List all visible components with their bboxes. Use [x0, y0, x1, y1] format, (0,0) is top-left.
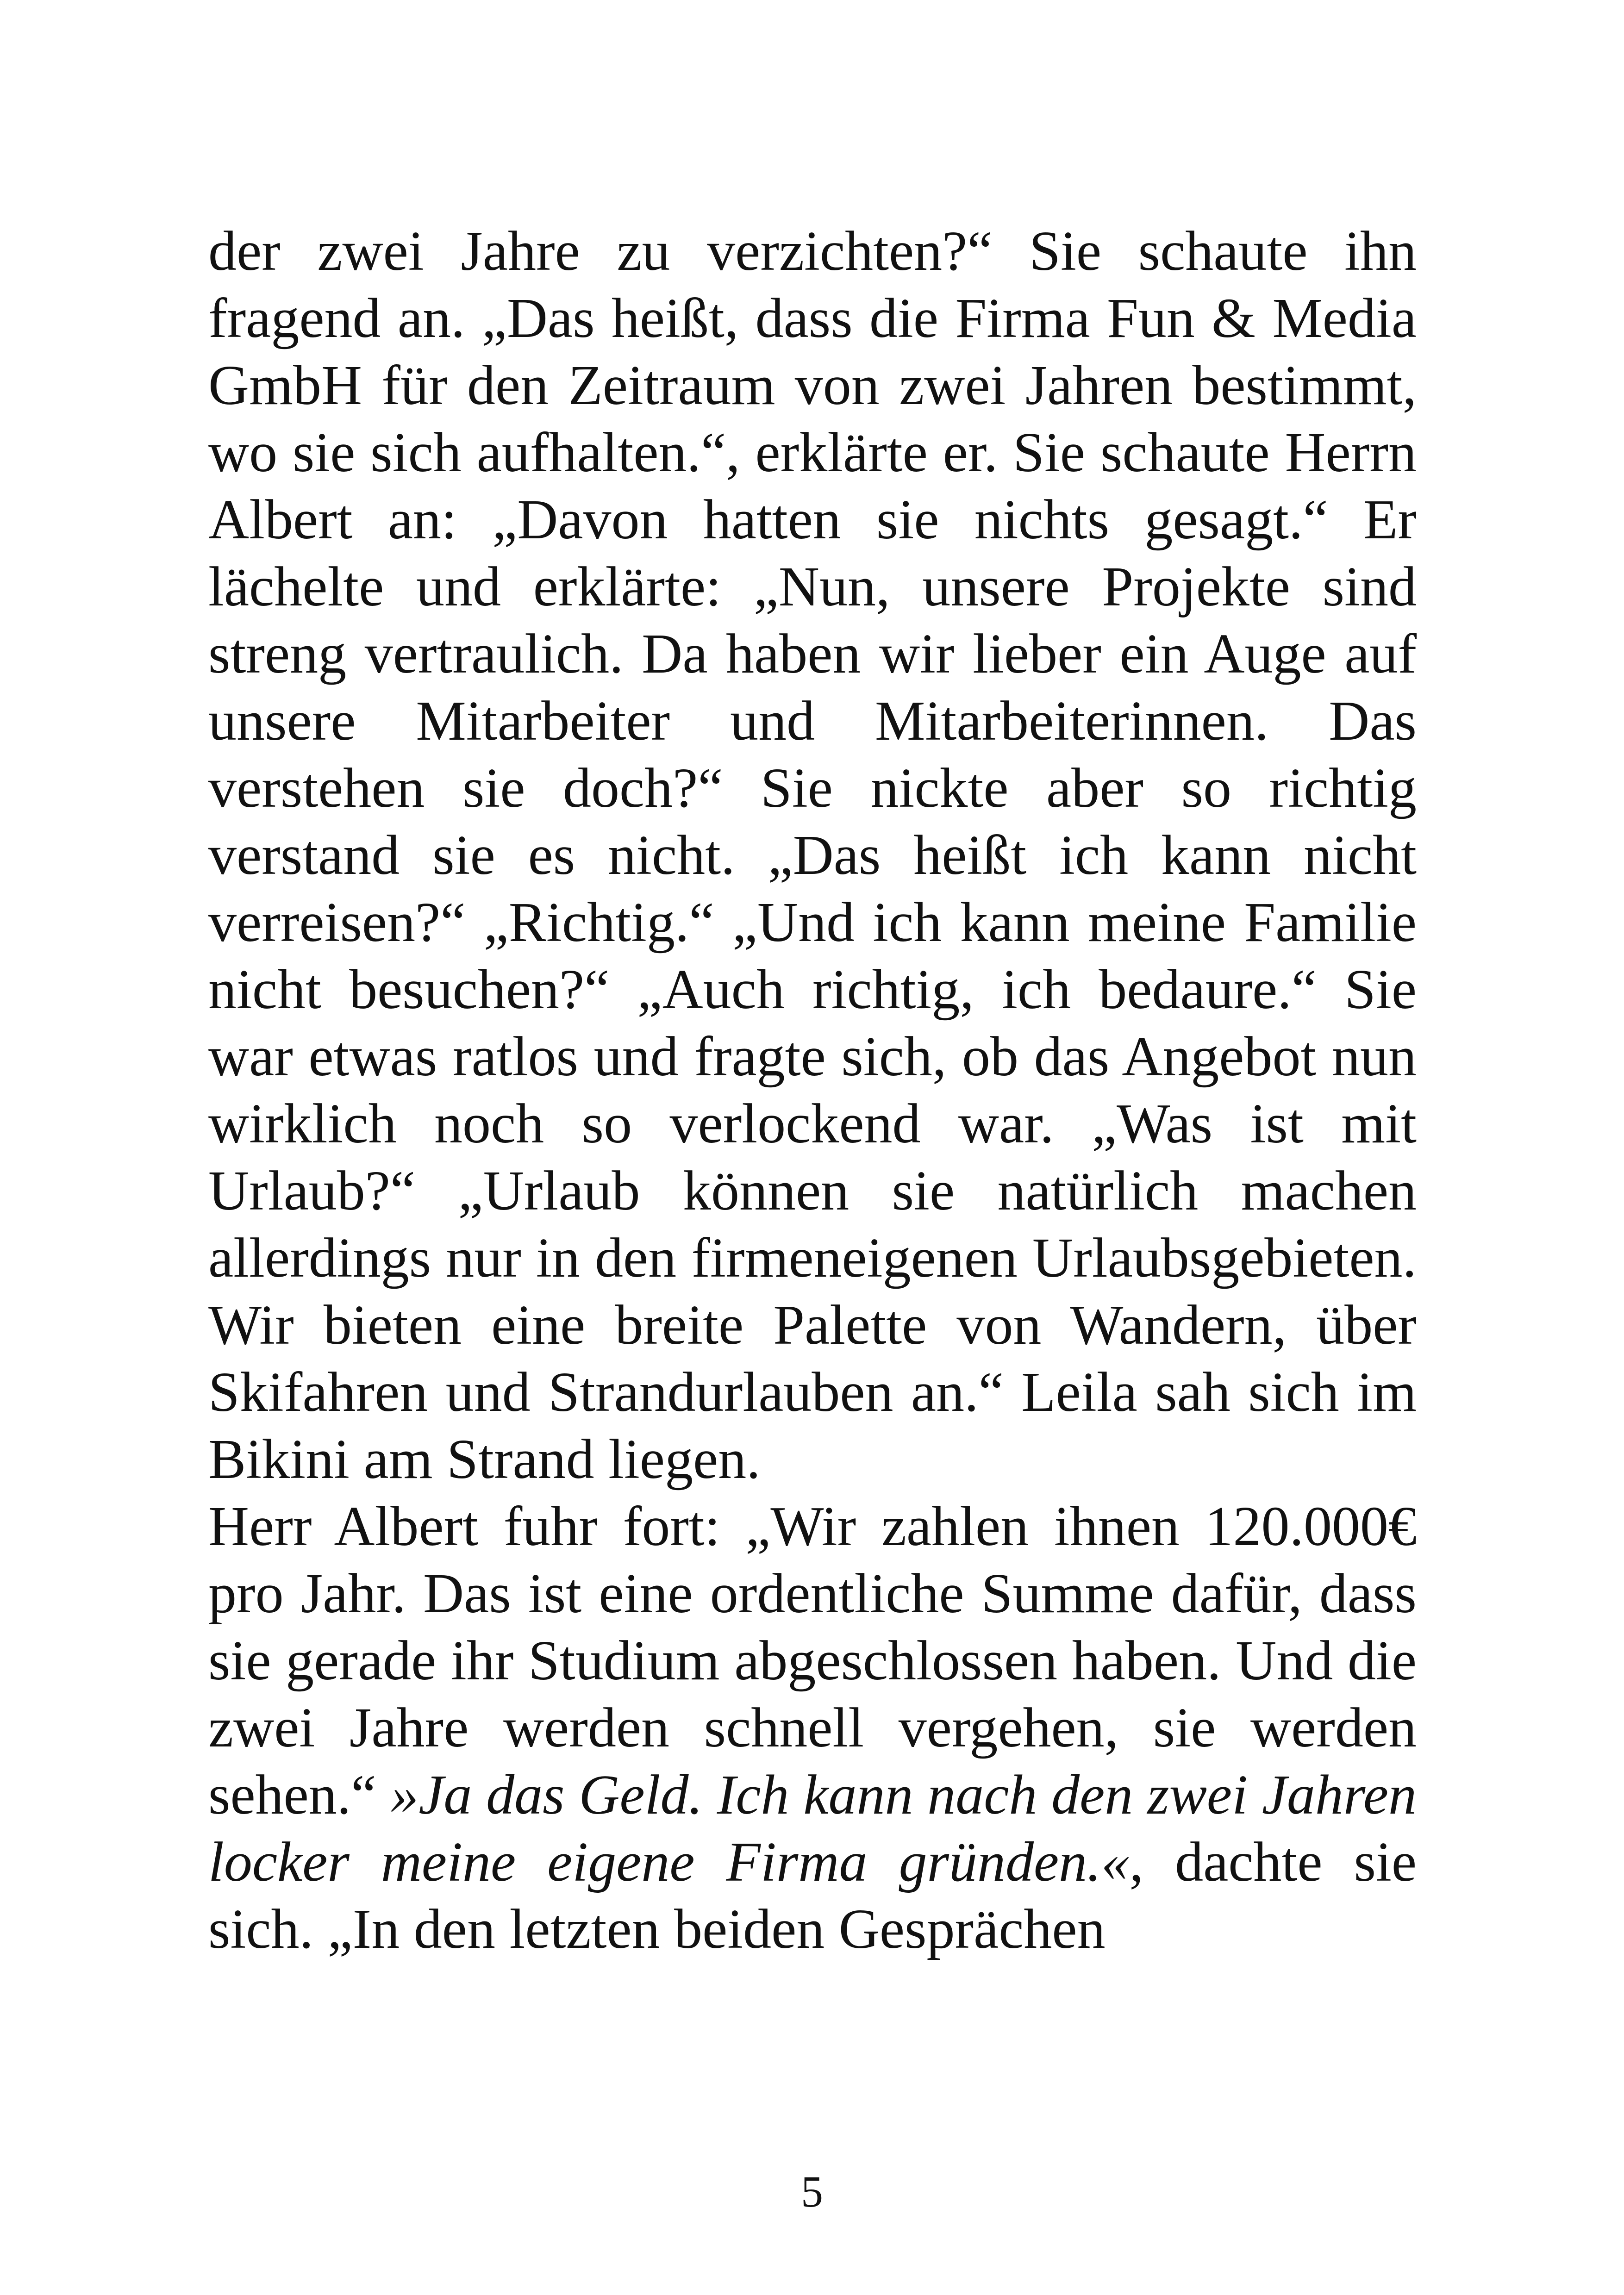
body-text: [208, 218, 1417, 1963]
text-run: , dachte sie sich. „In den letzten beiden Gesprächen: [208, 1831, 1417, 1960]
italic-thought: »Ja das Geld. Ich kann nach den zwei Jahren locker meine eigene Firma gründen.«: [208, 1764, 1417, 1893]
paragraph: [208, 218, 1417, 1493]
text-run: Herr Albert fuhr fort: „Wir zahlen ihnen 120.000€ pro Jahr. Das ist eine ordentliche Summe dafür, dass sie gerade ihr Studium abgeschlossen haben. Und die zwei Jahre werden schnell vergehen, sie werden sehen.“: [208, 1495, 1417, 1826]
text-run: der zwei Jahre zu verzichten?“ Sie schaute ihn fragend an. „Das heißt, dass die Firma Fun & Media GmbH für den Zeitraum von zwei Jahren bestimmt, wo sie sich aufhalten.“, erklärte er. Sie schaute Herrn Albert an: „Davon hatten sie nichts gesagt.“ Er lächelte und erklärte: „Nun, unsere Projekte sind streng vertraulich. Da haben wir lieber ein Auge auf unsere Mitarbeiter und Mitarbeiterinnen. Das verstehen sie doch?“ Sie nickte aber so richtig verstand sie es nicht. „Das heißt ich kann nicht verreisen?“ „Richtig.“ „Und ich kann meine Familie nicht besuchen?“ „Auch richtig, ich bedaure.“ Sie war etwas ratlos und fragte sich, ob das Angebot nun wirklich noch so verlockend war. „Was ist mit Urlaub?“ „Urlaub können sie natürlich machen allerdings nur in den firmeneigenen Urlaubsgebieten. Wir bieten eine breite Palette von Wandern, über Skifahren und Strandurlauben an.“ Leila sah sich im Bikini am Strand liegen.: [208, 220, 1417, 1491]
page-number: 5: [801, 2167, 823, 2216]
paragraph: [208, 1493, 1417, 1963]
